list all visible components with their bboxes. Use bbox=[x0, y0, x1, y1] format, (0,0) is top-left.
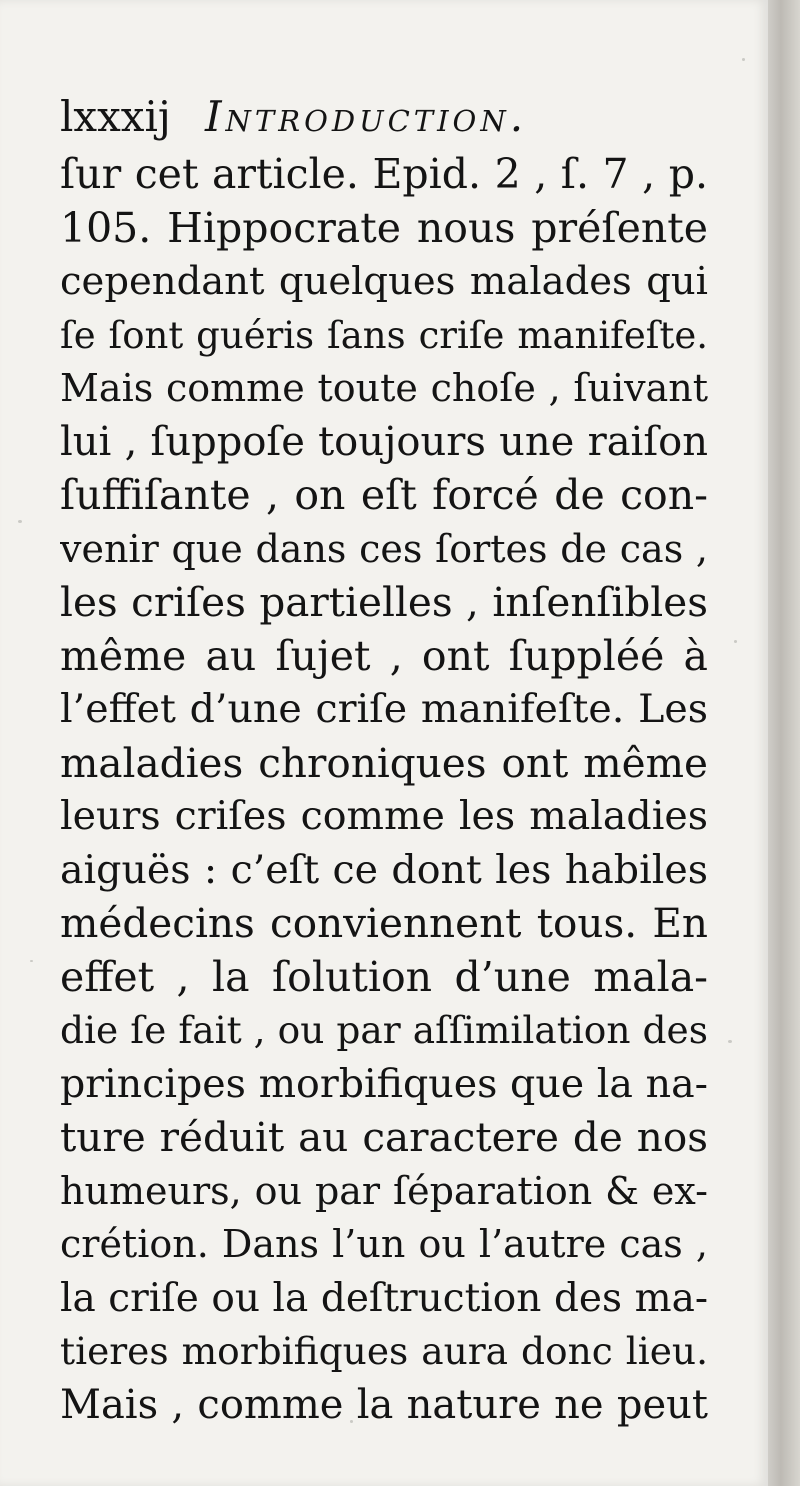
text-line: maladies chroniques ont même bbox=[60, 738, 708, 787]
paper-speck bbox=[18, 520, 22, 523]
text-line: tieres morbifiques aura donc lieu. bbox=[60, 1329, 708, 1373]
text-line: 105. Hippocrate nous préſente bbox=[60, 203, 708, 252]
text-line: leurs criſes comme les maladies bbox=[60, 793, 708, 839]
page-text bbox=[60, 86, 708, 1432]
running-header bbox=[60, 86, 708, 148]
paper-speck bbox=[734, 640, 737, 643]
page-number: lxxxij bbox=[60, 92, 171, 141]
text-line: ſur cet article. Epid. 2 , ſ. 7 , p. bbox=[60, 150, 708, 198]
page-edge-shadow bbox=[768, 0, 800, 1486]
text-line: humeurs, ou par ſéparation & ex- bbox=[60, 1168, 708, 1213]
text-line: die ſe fait , ou par aſſimilation des bbox=[60, 1008, 708, 1052]
text-line: principes morbifiques que la na- bbox=[60, 1060, 708, 1107]
text-line: effet , la ſolution d’une mala- bbox=[60, 952, 708, 1001]
text-line: Mais comme toute choſe , ſuivant bbox=[60, 366, 708, 410]
text-line: crétion. Dans l’un ou l’autre cas , bbox=[60, 1222, 708, 1266]
paper-speck bbox=[728, 1040, 732, 1043]
text-line: médecins conviennent tous. En bbox=[60, 899, 708, 947]
text-line: ſe ſont guéris ſans criſe manifeſte. bbox=[60, 313, 708, 357]
text-line: les criſes partielles , inſenſibles bbox=[60, 578, 708, 626]
text-line: ſuffiſante , on eſt forcé de con- bbox=[60, 471, 708, 519]
paper-speck bbox=[30, 960, 33, 962]
text-line: la criſe ou la deſtruction des ma- bbox=[60, 1275, 708, 1321]
text-line: cependant quelques malades qui bbox=[60, 259, 708, 304]
text-line: Mais , comme la nature ne peut bbox=[60, 1381, 708, 1428]
paper-speck bbox=[742, 58, 745, 61]
text-line: ture réduit au caractere de nos bbox=[60, 1113, 708, 1161]
text-line: venir que dans ces ſortes de cas , bbox=[60, 526, 708, 571]
text-line: même au ſujet , ont ſuppléé à bbox=[60, 631, 708, 680]
text-line: aiguës : c’eſt ce dont les habiles bbox=[60, 846, 708, 893]
running-title: Introduction. bbox=[204, 92, 528, 141]
text-line: lui , ſuppoſe toujours une raiſon bbox=[60, 418, 708, 465]
text-line: l’effet d’une criſe manifeſte. Les bbox=[60, 686, 708, 732]
